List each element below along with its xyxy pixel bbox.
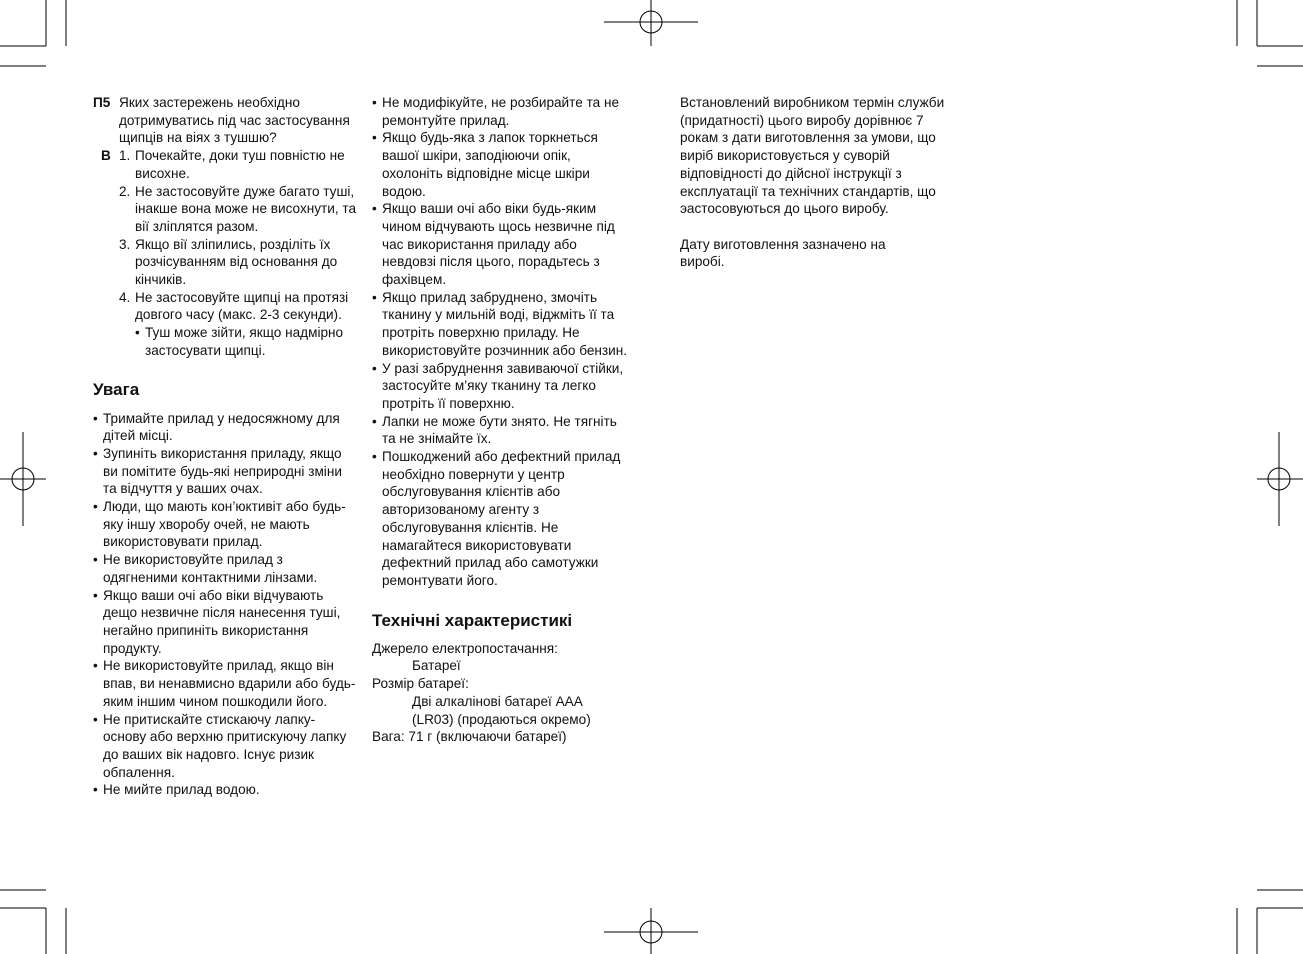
list-item: • Не мийте прилад водою. [93,782,260,798]
battery-label: Розмір батареї: [372,676,469,692]
specs-heading: Технічні характеристикі [372,610,573,630]
list-item: • Лапки не може бути знято. Не тягніть та не знімайте їх. [372,413,617,447]
question-tag: П5 [93,95,111,110]
answer-item: 2. Не застосовуйте дуже багато туші, інакше вона може не висохнути, та вії зліплятся разом. [119,183,357,234]
answer-item: 3. Якщо вії зліпились, розділіть їх розчісуванням від основання до кінчиків. [119,236,338,288]
list-item: • Не використовуйте прилад, якщо він впав, ви ненавмисно вдарили або будь-яким іншим чином пошкодили його. [93,658,356,709]
list-item: • Якщо будь-яка з лапок торкнеться вашої шкіри, заподіюючи опік, охолоніть відповідне місце шкіри водою. [372,130,598,199]
service-life-text: Встановлений виробником термін служби (придатності) цього виробу дорівнює 7 рокам з дати виготовлення за умови, що виріб використовується у суворій відповідності до дійсної інструкції з експлуатації та технічних стандартів, що эастосовуються до цього виробу. [680,95,945,217]
answer-item: 1. Почекайте, доки туш повністю не висохне. [119,148,345,181]
column-3 [680,94,945,271]
caution-list [93,410,358,799]
answer-sub-bullet: • Туш може зійти, якщо надмірно застосувати щипці. [135,325,344,358]
manufacture-date-text: Дату виготовлення зазначено на виробі. [680,236,886,270]
list-item: • Не притискайте стискаючу лапку-основу або верхню притискуючу лапку до ваших вік надовго. Існує ризик обпалення. [93,711,347,780]
specs-block [372,640,634,746]
question-text: Яких застережень необхідно дотримуватись під час застосування щипців на віях з тушшю? [119,95,350,146]
power-value: Батареї [412,658,461,674]
list-item: • Не модифікуйте, не розбирайте та не ремонтуйте прилад. [372,95,620,128]
answer-block [93,147,358,359]
warnings-list [372,94,634,590]
answer-item: 4. Не застосовуйте щипці на протязі довгого часу (макс. 2-3 секунди). [119,289,349,323]
list-item: • Якщо ваши очі або віки будь-яким чином відчувають щось незвичне під час використання приладу або невдовзі після цього, порадьтесь з фахівцем. [372,201,615,288]
list-item: • Якщо ваши очі або віки відчувають дещо незвичне після нанесення туші, негайно припиніть використання продукту. [93,587,341,656]
answer-tag: В [101,148,111,164]
question-block [93,94,358,147]
list-item: • У разі забруднення завиваючої стійки, застосуйте м’яку тканину та легко протріть її поверхню. [372,360,624,411]
list-item: • Тримайте прилад у недосяжному для дітей місці. [93,410,340,444]
weight-value: Вага: 71 г (включаючи батареї) [372,729,567,745]
list-item: • Зупиніть використання приладу, якщо ви помітите будь-які неприродні зміни та відчуття у ваших очах. [93,445,342,497]
list-item: • Люди, що мають кон’юктивіт або будь-яку іншу хворобу очей, не мають використовувати прилад. [93,499,346,550]
battery-value: Дві алкалінові батареї AAA (LR03) (продаються окремо) [412,693,591,727]
caution-heading: Увага [93,379,140,399]
list-item: • Пошкоджений або дефектний прилад необхідно повернути у центр обслуговування клієнтів або авторизованому агенту з обслуговування клієнтів. Не намагайтеся використовувати дефектний прилад або самотужки ремонтувати його. [372,449,621,588]
column-2 [372,94,634,746]
power-label: Джерело електропостачання: [372,640,558,656]
list-item: • Не використовуйте прилад з одягненими контактними лінзами. [93,552,318,585]
column-1 [93,94,358,799]
list-item: • Якщо прилад забруднено, змочіть тканину у мильній воді, віджміть її та протріть поверхню приладу. Не використовуйте розчинник або бензин. [372,289,628,358]
